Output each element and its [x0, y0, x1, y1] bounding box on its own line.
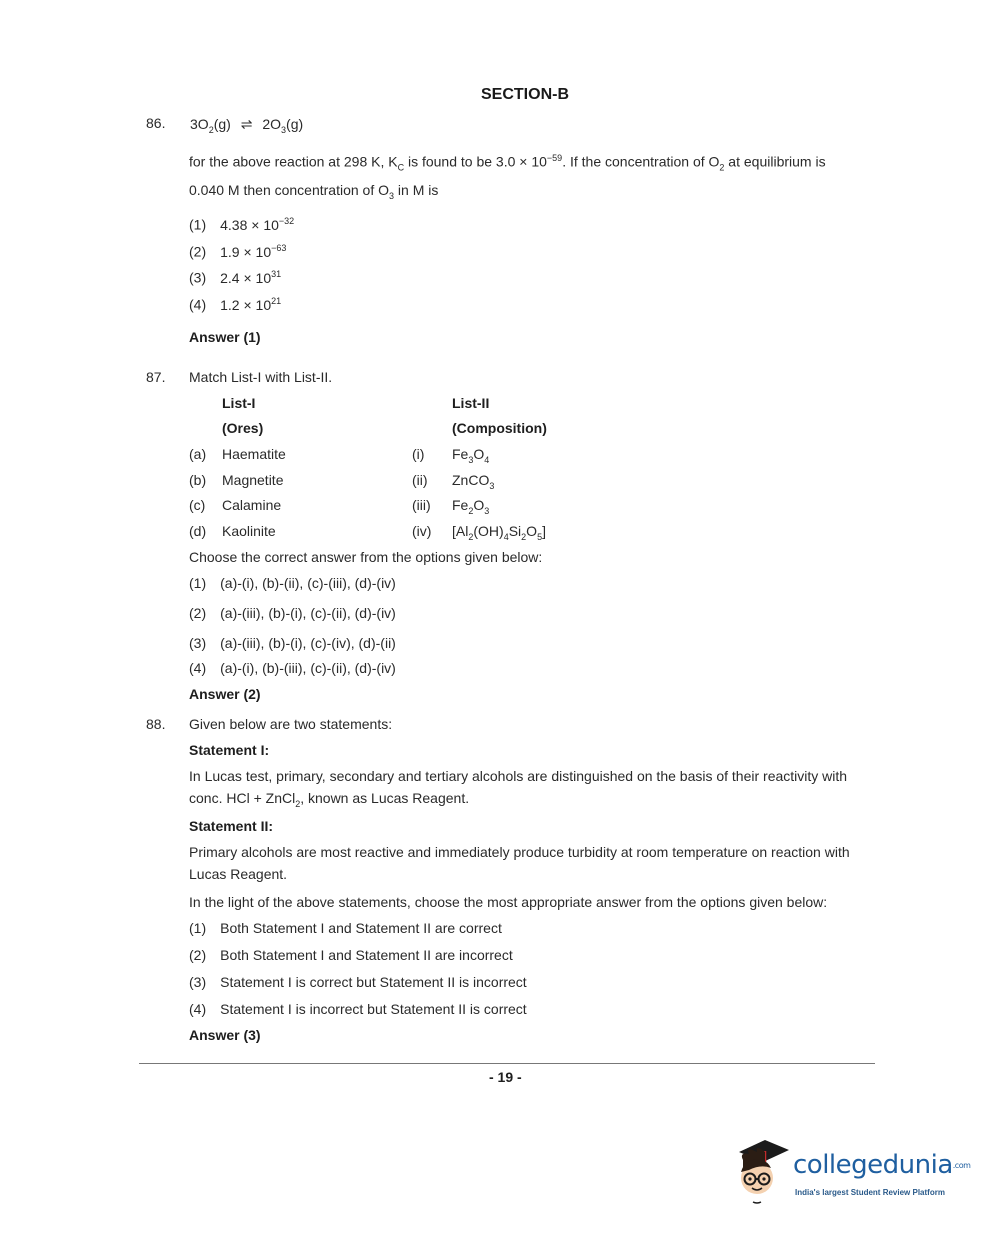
- collegedunia-logo: [735, 1138, 971, 1210]
- option-3: (3) $2.4 \times 10^{31}$: [189, 269, 282, 286]
- choose-instruction: In the light of the above statements, choose the most appropriate answer from the options given below:: [189, 894, 828, 910]
- reaction-equation: $3O_2(g)$ ⇌ $2O_3(g)$: [190, 116, 304, 135]
- row-label: (a): [189, 446, 207, 462]
- option-4: (4) Statement I is incorrect but Statement II is correct: [189, 1001, 527, 1017]
- logo-tagline: India's largest Student Review Platform: [795, 1188, 945, 1197]
- section-title: SECTION-B: [481, 86, 569, 103]
- question-text-line-2: 0.040 M then concentration of $O_3$ in M is: [189, 182, 439, 201]
- roman-label: (iv): [412, 523, 432, 539]
- ore-name: Calamine: [222, 497, 282, 513]
- answer: Answer (1): [189, 329, 261, 345]
- roman-label: (iii): [412, 497, 431, 513]
- statement-2-text: Primary alcohols are most reactive and immediately produce turbidity at room temperature on reaction with Lucas Reagent.: [189, 844, 850, 882]
- page-number: - 19 -: [489, 1069, 522, 1085]
- option-2: (2) (a)-(iii), (b)-(i), (c)-(ii), (d)-(iv): [189, 605, 396, 621]
- option-4: (4) $1.2 \times 10^{21}$: [189, 296, 282, 313]
- choose-instruction: Choose the correct answer from the options given below:: [189, 549, 543, 565]
- option-3: (3) Statement I is correct but Statement II is incorrect: [189, 974, 527, 990]
- answer: Answer (3): [189, 1027, 261, 1043]
- roman-label: (ii): [412, 472, 428, 488]
- mascot-icon: [735, 1138, 791, 1206]
- question-number: 87.: [146, 369, 166, 385]
- option-2: (2) Both Statement I and Statement II are incorrect: [189, 947, 513, 963]
- question-prompt: Given below are two statements:: [189, 716, 393, 732]
- composition-iv: $[Al_2(OH)_4Si_2O_5]$: [452, 523, 546, 542]
- option-1: (1) Both Statement I and Statement II are correct: [189, 920, 502, 936]
- row-label: (c): [189, 497, 206, 513]
- ore-name: Kaolinite: [222, 523, 276, 539]
- roman-label: (i): [412, 446, 425, 462]
- ore-name: Magnetite: [222, 472, 284, 488]
- row-label: (b): [189, 472, 207, 488]
- question-number: 86.: [146, 115, 166, 131]
- statement-1-label: Statement I:: [189, 742, 270, 758]
- option-4: (4) (a)-(i), (b)-(iii), (c)-(ii), (d)-(iv): [189, 660, 396, 676]
- list-1-subheader: (Ores): [222, 420, 264, 436]
- composition-iii: $Fe_2O_3$: [452, 497, 490, 516]
- equilibrium-arrow-icon: ⇌: [240, 116, 253, 132]
- list-2-subheader: (Composition): [452, 420, 547, 436]
- option-1: (1) $4.38 \times 10^{-32}$: [189, 216, 295, 233]
- row-label: (d): [189, 523, 207, 539]
- statement-1-text: In Lucas test, primary, secondary and tertiary alcohols are distinguished on the basis of their reactivity with conc. HCl + ZnCl$_2$, known as Lucas Reagent.: [189, 768, 848, 809]
- list-1-header: List-I: [222, 395, 256, 411]
- ore-name: Haematite: [222, 446, 286, 462]
- option-3: (3) (a)-(iii), (b)-(i), (c)-(iv), (d)-(ii): [189, 635, 396, 651]
- composition-ii: ZnCO$_3$: [452, 472, 495, 491]
- list-2-header: List-II: [452, 395, 490, 411]
- question-number: 88.: [146, 716, 166, 732]
- logo-wordmark: collegedunia.com: [793, 1150, 971, 1180]
- composition-i: $Fe_3O_4$: [452, 446, 490, 465]
- question-text-line-1: for the above reaction at 298 K, $K_C$ is found to be $3.0 \times 10^{-59}$. If the concentration of $O_2$ at equilibrium is: [189, 153, 826, 173]
- footer-rule: [139, 1063, 875, 1064]
- answer: Answer (2): [189, 686, 261, 702]
- option-1: (1) (a)-(i), (b)-(ii), (c)-(iii), (d)-(iv): [189, 575, 396, 591]
- option-2: (2) $1.9 \times 10^{-63}$: [189, 243, 287, 260]
- question-prompt: Match List-I with List-II.: [189, 369, 333, 385]
- statement-2-label: Statement II:: [189, 818, 274, 834]
